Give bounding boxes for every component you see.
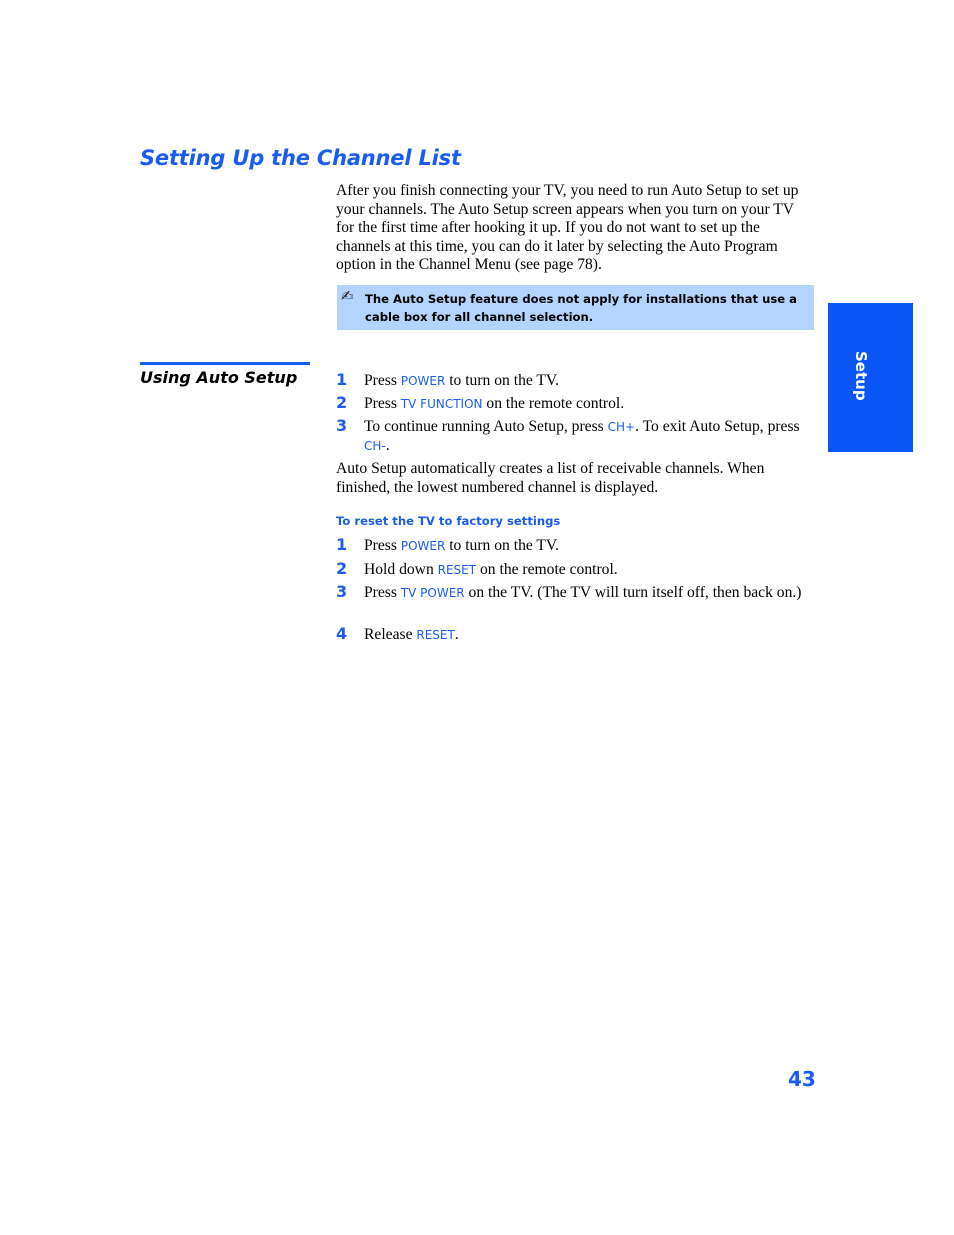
key-label: RESET xyxy=(416,628,455,642)
step-number: 1 xyxy=(336,370,348,389)
step-text: Press TV POWER on the TV. (The TV will turn itself off, then back on.) xyxy=(364,584,802,601)
key-label: POWER xyxy=(400,539,446,553)
step-text: Hold down RESET on the remote control. xyxy=(364,561,618,578)
step-text: Press POWER to turn on the TV. xyxy=(364,372,560,389)
key-label: POWER xyxy=(400,374,446,388)
section-heading: Using Auto Setup xyxy=(140,368,298,387)
key-label: RESET xyxy=(437,563,477,577)
step-number: 3 xyxy=(336,582,348,601)
reset-heading: To reset the TV to factory settings xyxy=(336,514,561,528)
key-label: TV POWER xyxy=(400,586,465,600)
step-number: 3 xyxy=(336,416,348,435)
step-text: Release RESET. xyxy=(364,626,459,643)
key-label: CH+ xyxy=(607,420,636,434)
section-tab xyxy=(828,303,913,452)
after-paragraph: Auto Setup automatically creates a list of receivable channels. When finished, the lowest numbered channel is displayed. xyxy=(336,460,765,496)
note-text: The Auto Setup feature does not apply for installations that use a cable box for all channel selection. xyxy=(365,292,797,324)
step-text: To continue running Auto Setup, press CH+. To exit Auto Setup, press CH-. xyxy=(364,418,800,454)
step-number: 2 xyxy=(336,393,348,412)
intro-paragraph: After you finish connecting your TV, you need to run Auto Setup to set up your channels. The Auto Setup screen appears when you turn on your TV for the first time after hooking it up. If you do not want to set up the channels at this time, you can do it later by selecting the Auto Program option in the Channel Menu (see page 78). xyxy=(336,182,799,274)
step-number: 1 xyxy=(336,535,348,554)
step-text: Press POWER to turn on the TV. xyxy=(364,537,560,554)
section-tab-label: Setup xyxy=(852,351,870,401)
page-number: 43 xyxy=(788,1067,816,1091)
step-number: 4 xyxy=(336,624,348,643)
section-rule xyxy=(140,362,310,365)
key-label: TV FUNCTION xyxy=(400,397,483,411)
key-label: CH- xyxy=(364,438,386,453)
page-title: Setting Up the Channel List xyxy=(140,146,461,170)
step-number: 2 xyxy=(336,559,348,578)
note-box xyxy=(337,285,814,330)
step-text: Press TV FUNCTION on the remote control. xyxy=(364,395,625,412)
note-pencil-icon: ✍ xyxy=(341,287,354,305)
